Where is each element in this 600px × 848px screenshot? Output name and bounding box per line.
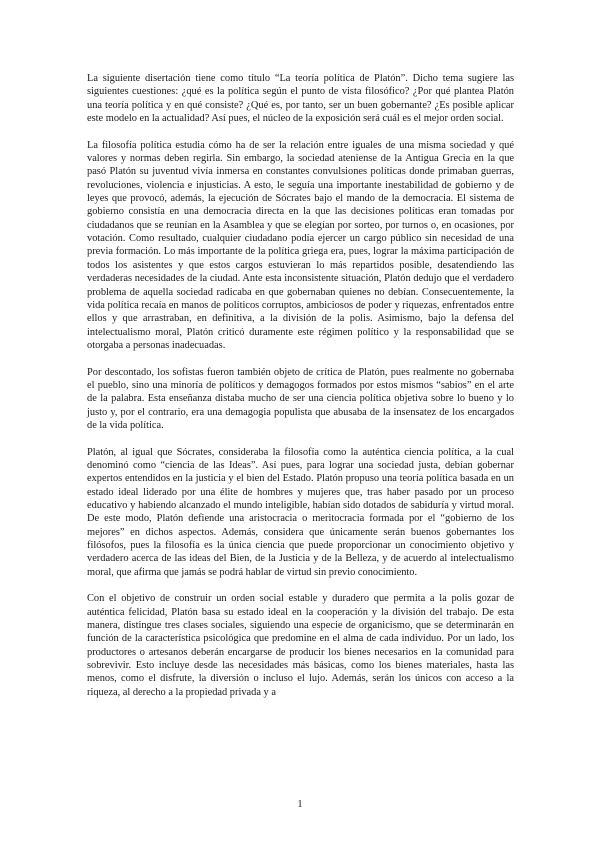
paragraph-intro: La siguiente disertación tiene como título “La teoría política de Platón”. Dicho tema sugiere las siguientes cuestiones: ¿qué es la política según el punto de vista filosófico? ¿Por qué plantea Platón una teoría política y en qué consiste? ¿Qué es, por tanto, ser un buen gobernante? ¿Es posible aplicar este modelo en la actualidad? Así pues, el núcleo de la exposición será cuál es el mejor orden social. [87, 73, 514, 125]
paragraph-science-of-ideas: Platón, al igual que Sócrates, consideraba la filosofía como la auténtica ciencia política, a la cual denominó como “ciencia de las Ideas”. Así pues, para lograr una sociedad justa, debían gobernar expertos entendidos en la justicia y el bien del Estado. Platón propuso una teoría política basada en un estado ideal liderado por una élite de hombres y mujeres que, tras haber pasado por un proceso educativo y habiendo alcanzado el mundo inteligible, habían sido dotados de sabiduría y virtud moral. De este modo, Platón defiende una aristocracia o meritocracia formada por el “gobierno de los mejores” en dichos aspectos. Además, considera que únicamente serán buenos gobernantes los filósofos, pues la filosofía es la única ciencia que puede proporcionar un conocimiento objetivo y verdadero acerca de las ideas del Bien, de la Justicia y de la Belleza, y de acuerdo al intelectualismo moral, que afirma que jamás se podrá hablar de virtud sin previo conocimiento. [87, 446, 514, 578]
document-body [87, 72, 514, 713]
paragraph-social-order: Con el objetivo de construir un orden social estable y duradero que permita a la polis gozar de auténtica felicidad, Platón basa su estado ideal en la cooperación y la división del trabajo. De esta manera, distingue tres clases sociales, siguiendo una especie de organicismo, que se determinarán en función de la característica psicológica que predomine en el alma de cada individuo. Por un lado, los productores o artesanos deberán encargarse de producir los bienes necesarios en la comunidad para sobrevivir. Esto incluye desde las necesidades más básicas, como los bienes materiales, hasta las menos, como el disfrute, la diversión o incluso el lujo. Además, serán los únicos con acceso a la riqueza, al derecho a la propiedad privada y a [87, 593, 514, 698]
paragraph-sophists: Por descontado, los sofistas fueron también objeto de crítica de Platón, pues realmente no gobernaba el pueblo, sino una minoría de políticos y demagogos formados por estos mismos “sabios” en el arte de la palabra. Esta enseñanza distaba mucho de ser una ciencia política objetiva sobre lo bueno y lo justo y, por el contrario, era una demagogia populista que abusaba de la insensatez de los encargados de la vida política. [87, 366, 514, 431]
page-number: 1 [297, 799, 303, 810]
paragraph-political-philosophy: La filosofía política estudia cómo ha de ser la relación entre iguales de una misma sociedad y qué valores y normas deben regirla. Sin embargo, la sociedad ateniense de la Antigua Grecia en la que pasó Platón su juventud vivía inmersa en constantes convulsiones políticas donde primaban guerras, revoluciones, violencia e injusticias. A esto, le seguía una importante inestabilidad de gobierno y de leyes que provocó, además, la ejecución de Sócrates bajo el mando de la democracia. El sistema de gobierno consistía en una democracia directa en la que las decisiones políticas eran tomadas por ciudadanos que se reunían en la Asamblea y que se elegían por sorteo, por turnos o, en ocasiones, por votación. Como resultado, cualquier ciudadano podía ejercer un cargo público sin necesidad de una previa formación. Lo más importante de la política griega era, pues, lograr la máxima participación de todos los asistentes y que estos cargos estuvieran lo más repartidos posible, desatendiendo las verdaderas necesidades de la ciudad. Ante esta inconsistente situación, Platón dedujo que el verdadero problema de aquella sociedad radicaba en que gobernaban quienes no debían. Consecuentemente, la vida política recaía en manos de políticos corruptos, ambiciosos de poder y riquezas, enfrentados entre ellos y que arrastraban, en definitiva, a la división de la polis. Asimismo, bajo la defensa del intelectualismo moral, Platón criticó duramente este régimen político y la responsabilidad que se otorgaba a personas inadecuadas. [87, 139, 514, 351]
